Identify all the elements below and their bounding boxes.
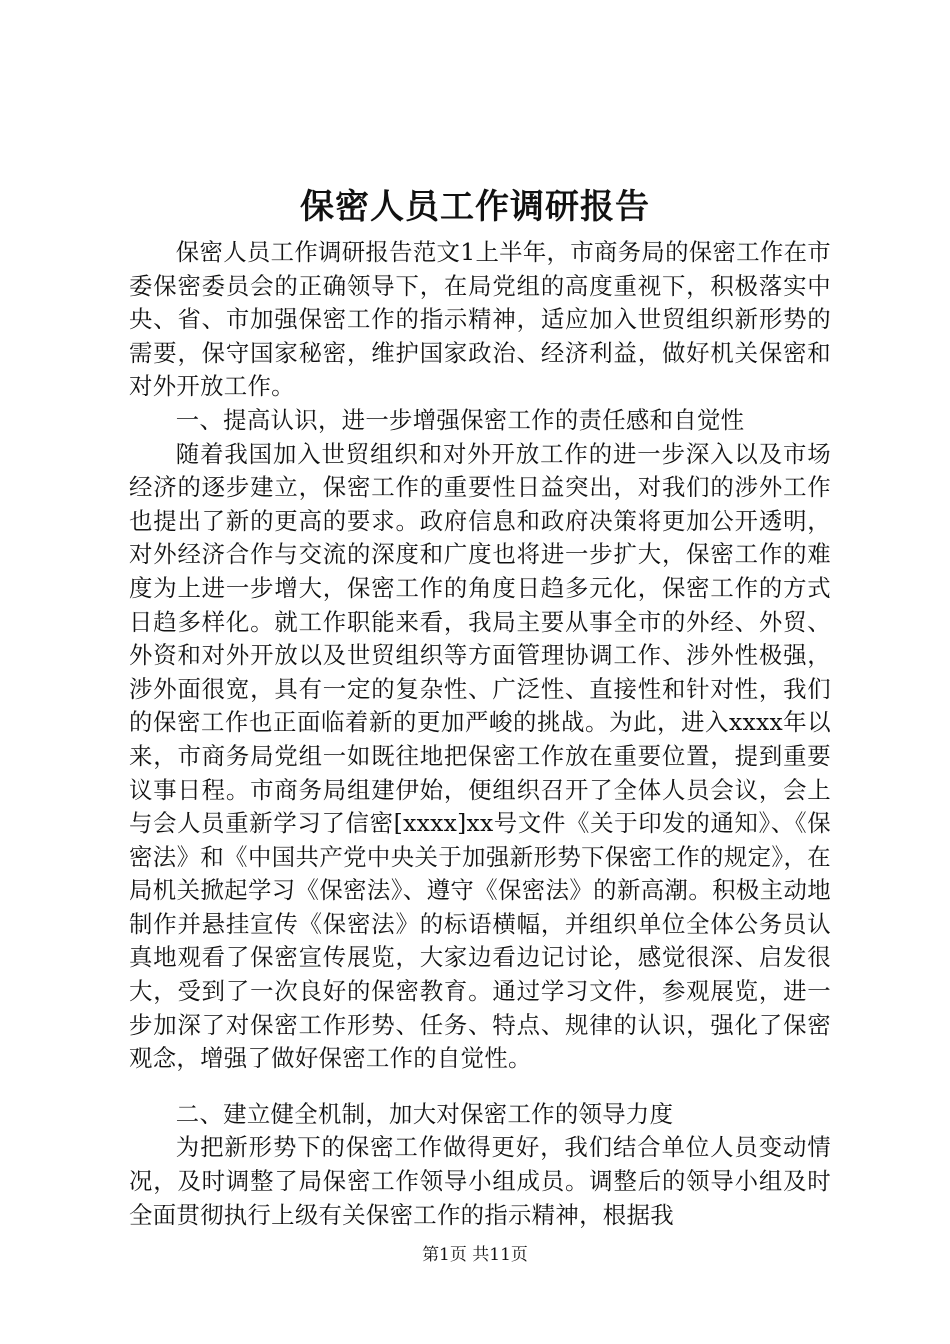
intro-paragraph: 保密人员工作调研报告范文1上半年，市商务局的保密工作在市委保密委员会的正确领导下，在局党组的高度重视下，积极落实中央、省、市加强保密工作的指示精神，适应加入世贸组织新形势的需要，保守国家秘密，维护国家政治、经济利益，做好机关保密和对外开放工作。 bbox=[129, 238, 831, 401]
document-title: 保密人员工作调研报告 bbox=[300, 187, 650, 227]
section-1-paragraph: 随着我国加入世贸组织和对外开放工作的进一步深入以及市场经济的逐步建立，保密工作的重要性日益突出，对我们的涉外工作也提出了新的更高的要求。政府信息和政府决策将更加公开透明，对外经济合作与交流的深度和广度也将进一步扩大，保密工作的难度为上进一步增大，保密工作的角度日趋多元化，保密工作的方式日趋多样化。就工作职能来看，我局主要从事全市的外经、外贸、外资和对外开放以及世贸组织等方面管理协调工作、涉外性极强，涉外面很宽，具有一定的复杂性、广泛性、直接性和针对性，我们的保密工作也正面临着新的更加严峻的挑战。为此，进入xxxx年以来，市商务局党组一如既往地把保密工作放在重要位置，提到重要议事日程。市商务局组建伊始，便组织召开了全体人员会议，会上与会人员重新学习了信密[xxxx]xx号文件《关于印发的通知》、《保密法》和《中国共产党中央关于加强新形势下保密工作的规定》，在局机关掀起学习《保密法》、遵守《保密法》的新高潮。积极主动地制作并悬挂宣传《保密法》的标语横幅，并组织单位全体公务员认真地观看了保密宣传展览，大家边看边记讨论，感觉很深、启发很大，受到了一次良好的保密教育。通过学习文件，参观展览，进一步加深了对保密工作形势、任务、特点、规律的认识，强化了保密观念，增强了做好保密工作的自觉性。 bbox=[129, 439, 831, 1073]
section-heading-2: 二、建立健全机制，加大对保密工作的领导力度 bbox=[175, 1099, 674, 1128]
document-body bbox=[129, 236, 831, 1232]
paragraph-spacer bbox=[129, 1076, 831, 1098]
section-2-paragraph: 为把新形势下的保密工作做得更好，我们结合单位人员变动情况，及时调整了局保密工作领导小组成员。调整后的领导小组及时全面贯彻执行上级有关保密工作的指示精神，根据我 bbox=[129, 1133, 831, 1229]
page-number: 第1页 共11页 bbox=[422, 1245, 528, 1265]
section-heading-1: 一、提高认识，进一步增强保密工作的责任感和自觉性 bbox=[175, 405, 745, 434]
